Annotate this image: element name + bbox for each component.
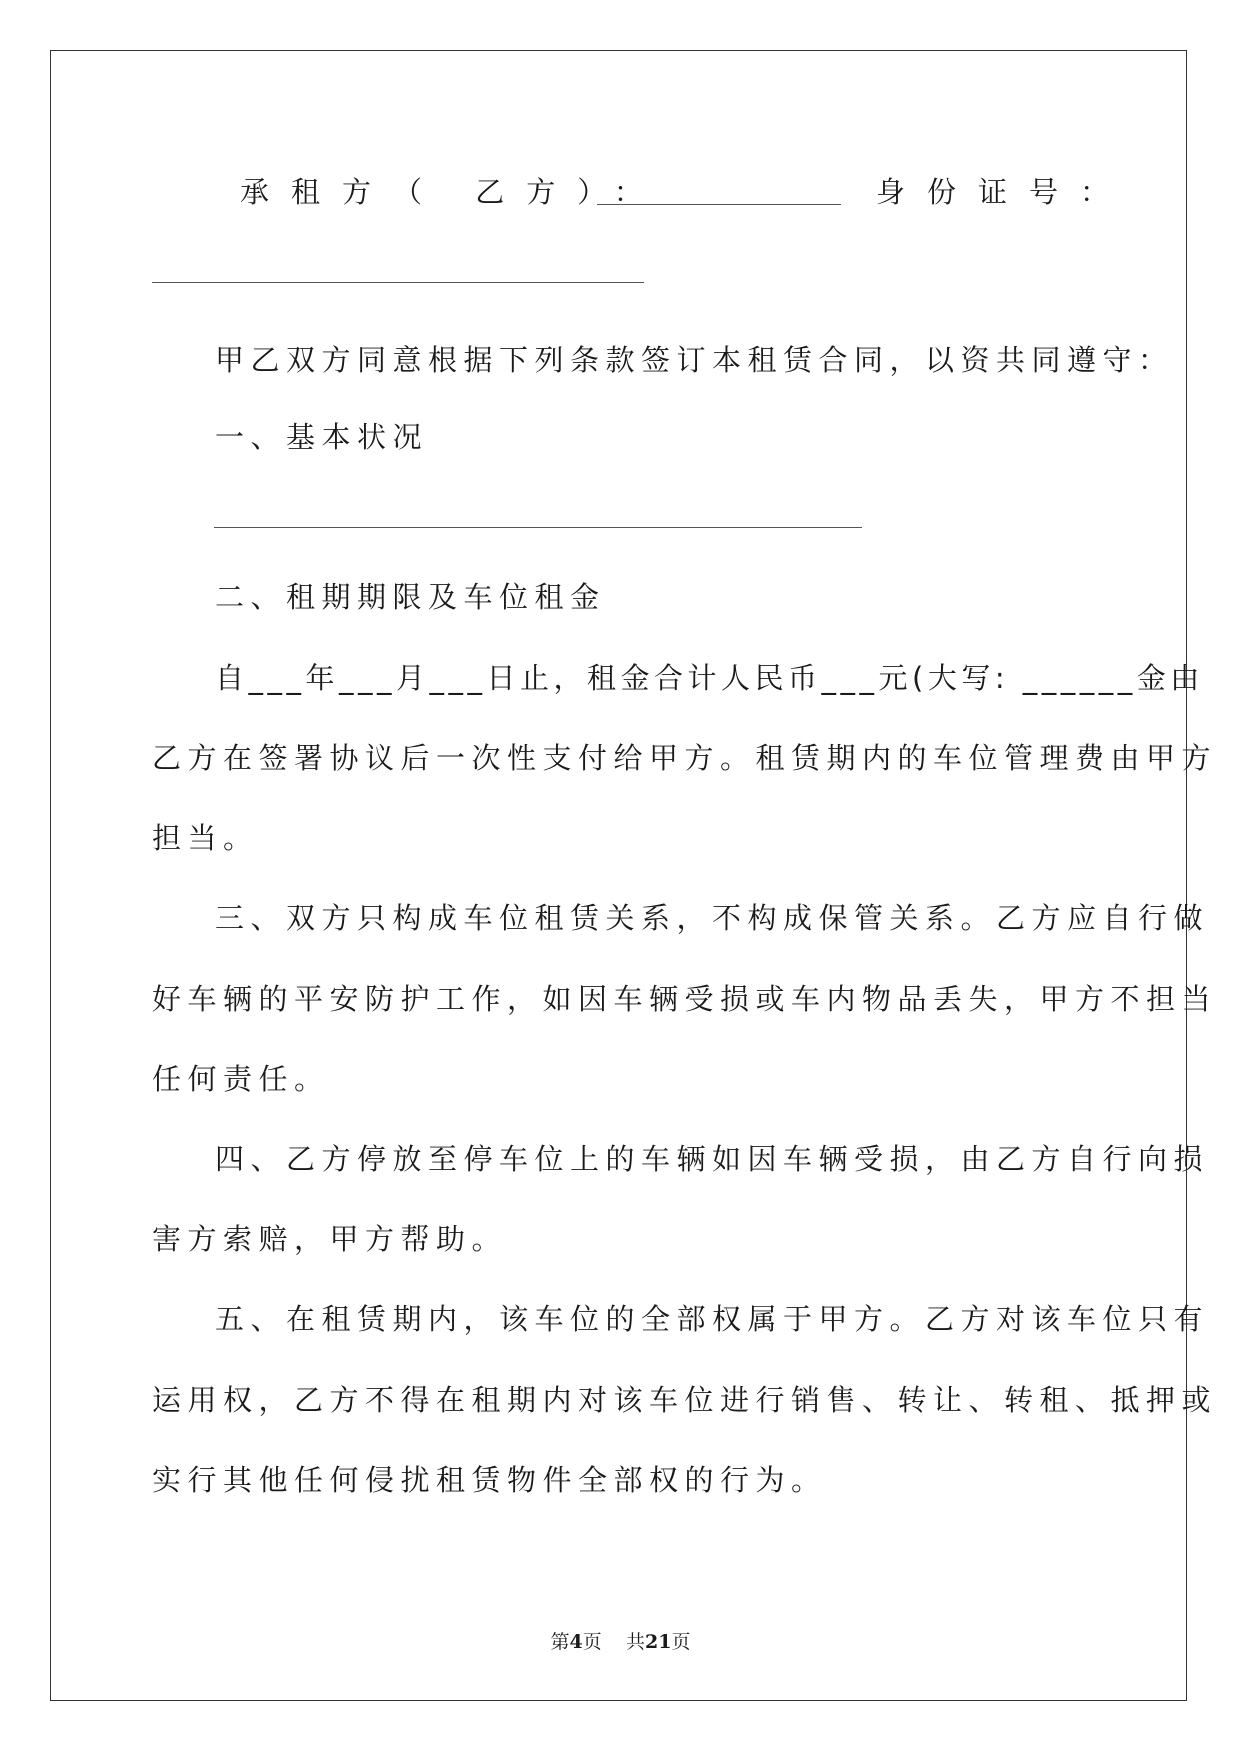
page-suffix: 页 <box>582 1631 602 1653</box>
page-footer <box>0 1627 1241 1654</box>
section-1-title: 一、基本状况 <box>215 420 429 454</box>
section-3-line-3: 任何责任。 <box>152 1062 330 1096</box>
section-2-line-1: 自___年___月___日止，租金合计人民币___元(大写: ______金由 <box>215 661 1204 695</box>
section-2-line-3: 担当。 <box>152 821 259 855</box>
section-4-line-1: 四、乙方停放至停车位上的车辆如因车辆受损，由乙方自行向损 <box>215 1142 1210 1176</box>
intro-paragraph: 甲乙双方同意根据下列条款签订本租赁合同，以资共同遵守： <box>215 343 1174 377</box>
section-2-line-2: 乙方在签署协议后一次性支付给甲方。租赁期内的车位管理费由甲方 <box>152 741 1218 775</box>
section-3-line-1: 三、双方只构成车位租赁关系，不构成保管关系。乙方应自行做 <box>215 901 1210 935</box>
page-prefix: 第 <box>550 1631 570 1653</box>
section-3-line-2: 好车辆的平安防护工作，如因车辆受损或车内物品丢失，甲方不担当 <box>152 982 1218 1016</box>
basic-status-blank <box>214 527 862 528</box>
id-number-blank <box>152 282 644 283</box>
section-5-line-3: 实行其他任何侵扰租赁物件全部权的行为。 <box>152 1463 827 1497</box>
id-number-label: 身份证号： <box>876 175 1132 209</box>
section-5-line-2: 运用权，乙方不得在租期内对该车位进行销售、转让、转租、抵押或 <box>152 1383 1218 1417</box>
total-suffix: 页 <box>671 1631 691 1653</box>
lessee-name-blank <box>597 204 841 205</box>
page-number: 4 <box>569 1631 583 1653</box>
page-border <box>50 50 1187 1701</box>
total-prefix: 共 <box>625 1631 645 1653</box>
section-2-title: 二、租期期限及车位租金 <box>215 580 606 614</box>
section-5-line-1: 五、在租赁期内，该车位的全部权属于甲方。乙方对该车位只有 <box>215 1302 1210 1336</box>
total-pages: 21 <box>644 1631 672 1653</box>
section-4-line-2: 害方索赔，甲方帮助。 <box>152 1222 508 1256</box>
lessee-label: 承租方（ 乙方）： <box>240 175 665 209</box>
